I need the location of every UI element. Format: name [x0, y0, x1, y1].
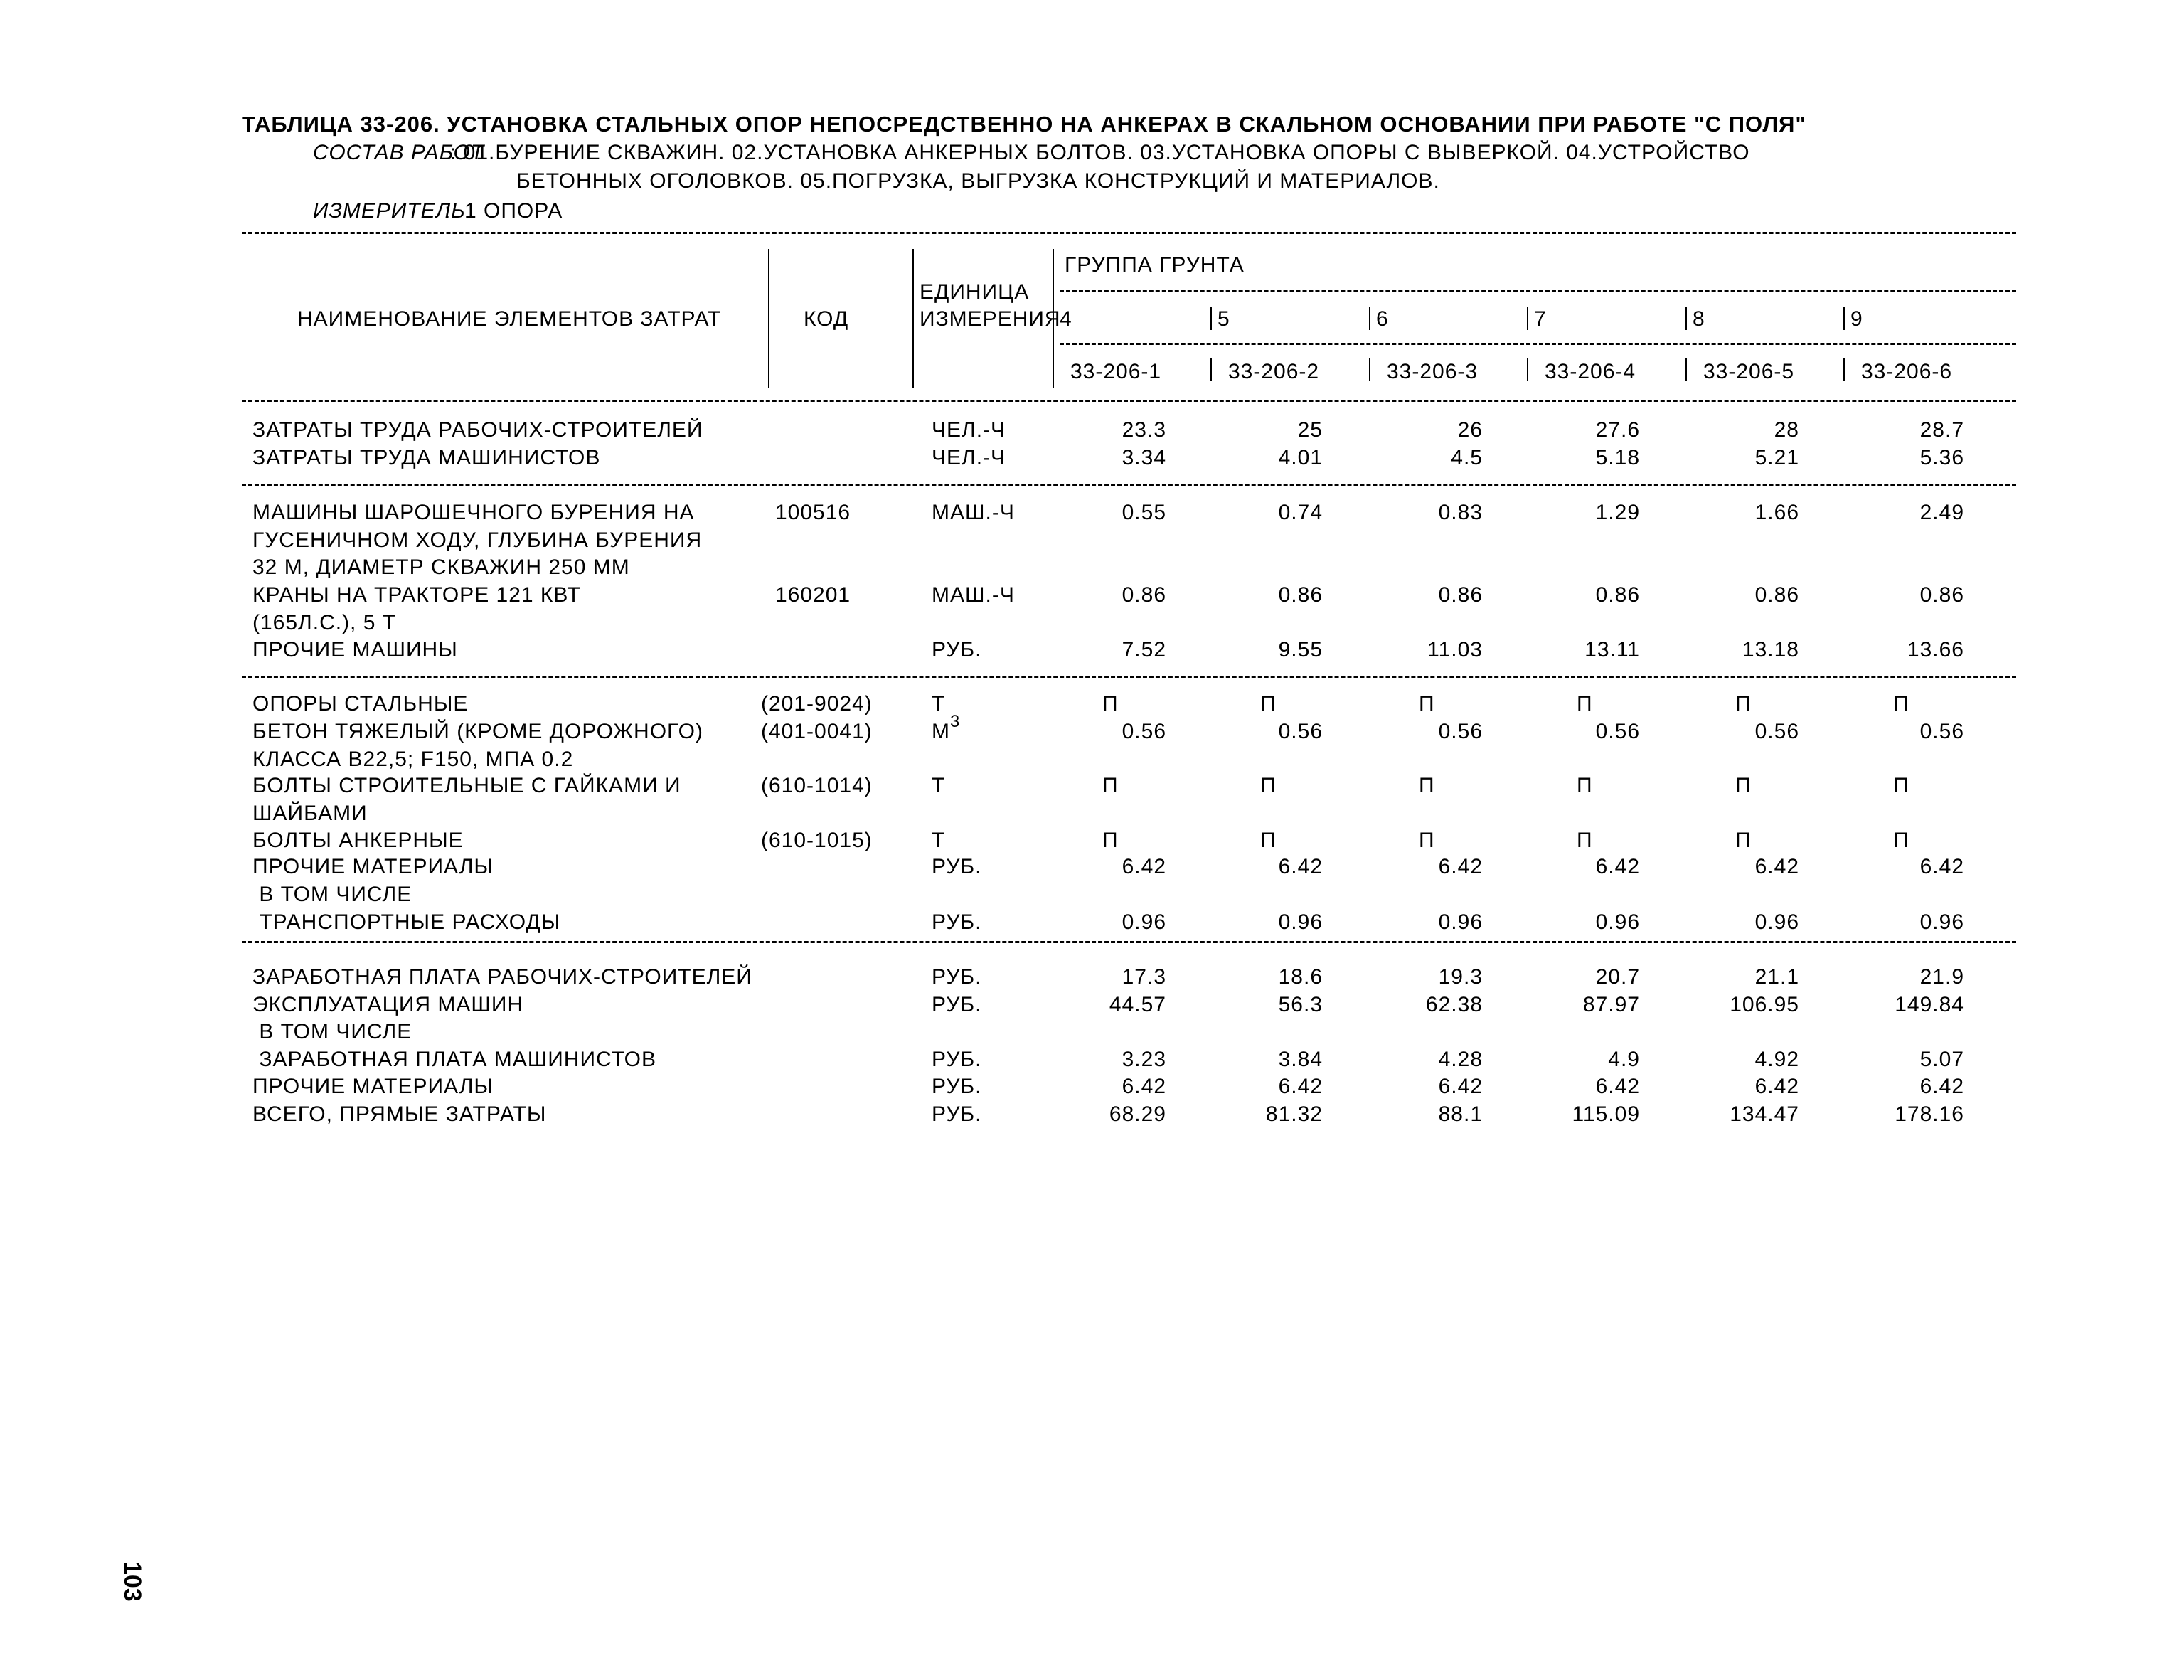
table-code-2: 33-206-2	[1228, 360, 1320, 383]
row-value: П	[1260, 774, 1277, 797]
row-value: 0.86	[1438, 583, 1483, 607]
row-name: ОПОРЫ СТАЛЬНЫЕ	[252, 692, 469, 716]
row-value: 0.56	[1754, 720, 1799, 743]
row-value: 87.97	[1582, 993, 1640, 1016]
izmeritel-label: ИЗМЕРИТЕЛЬ	[313, 199, 466, 223]
group-separator	[1843, 307, 1845, 330]
row-name: ВСЕГО, ПРЯМЫЕ ЗАТРАТЫ	[252, 1102, 547, 1126]
row-value: 3.23	[1122, 1048, 1166, 1071]
row-value: 21.1	[1754, 965, 1799, 989]
table-code-3: 33-206-3	[1387, 360, 1479, 383]
row-value: 6.42	[1438, 855, 1483, 878]
row-value: 13.11	[1584, 638, 1640, 661]
row-value: 6.42	[1122, 1075, 1166, 1098]
row-value: 0.96	[1278, 910, 1323, 934]
row-name: ЭКСПЛУАТАЦИЯ МАШИН	[252, 993, 524, 1016]
row-name: ПРОЧИЕ МАТЕРИАЛЫ	[252, 855, 494, 878]
row-name: МАШИНЫ ШАРОШЕЧНОГО БУРЕНИЯ НА	[252, 501, 695, 524]
group-separator	[1369, 358, 1370, 381]
row-value: 0.83	[1438, 501, 1483, 524]
row-name: ЗАТРАТЫ ТРУДА МАШИНИСТОВ	[252, 446, 601, 469]
row-value: 6.42	[1754, 1075, 1799, 1098]
row-value: 28	[1774, 418, 1799, 442]
row-value: 17.3	[1122, 965, 1166, 989]
row-value: 0.96	[1122, 910, 1166, 934]
izmeritel-value: : 1 ОПОРА	[444, 199, 563, 223]
row-unit: РУБ.	[932, 1102, 982, 1126]
row-name: БОЛТЫ АНКЕРНЫЕ	[252, 829, 464, 852]
divider-group	[1060, 290, 2016, 292]
row-name: ПРОЧИЕ МАТЕРИАЛЫ	[252, 1075, 494, 1098]
row-value: 6.42	[1595, 855, 1640, 878]
group-separator	[1685, 307, 1687, 330]
row-value: 1.66	[1754, 501, 1799, 524]
row-value: 0.96	[1438, 910, 1483, 934]
row-value: 7.52	[1122, 638, 1166, 661]
row-code: (201-9024)	[761, 692, 873, 716]
page-number: 103	[119, 1561, 146, 1602]
row-unit: МАШ.-Ч	[932, 583, 1015, 607]
divider-section-1	[242, 484, 2016, 486]
row-value: П	[1419, 829, 1435, 852]
row-value: 0.56	[1438, 720, 1483, 743]
row-name: ГУСЕНИЧНОМ ХОДУ, ГЛУБИНА БУРЕНИЯ	[252, 528, 703, 552]
row-value: 20.7	[1595, 965, 1640, 989]
row-name: ШАЙБАМИ	[252, 801, 368, 825]
column-header-unit-1: ЕДИНИЦА	[920, 280, 1030, 304]
group-label-7: 7	[1534, 307, 1547, 331]
row-value: 68.29	[1109, 1102, 1166, 1126]
sostav-label: СОСТАВ РАБОТ	[313, 141, 485, 164]
row-value: 4.28	[1438, 1048, 1483, 1071]
column-header-unit-2: ИЗМЕРЕНИЯ	[920, 307, 1061, 331]
sostav-line-1: : 01.БУРЕНИЕ СКВАЖИН. 02.УСТАНОВКА АНКЕРНЫХ БОЛТОВ. 03.УСТАНОВКА ОПОРЫ С ВЫВЕРКОЙ. 04.УСТРОЙСТВО	[450, 141, 1750, 164]
row-value: 6.42	[1122, 855, 1166, 878]
row-value: 0.86	[1278, 583, 1323, 607]
row-value: 4.5	[1451, 446, 1483, 469]
row-value: 0.56	[1122, 720, 1166, 743]
row-value: П	[1735, 829, 1752, 852]
row-unit: РУБ.	[932, 1075, 982, 1098]
row-value: 3.34	[1122, 446, 1166, 469]
row-value: 134.47	[1730, 1102, 1799, 1126]
row-unit: РУБ.	[932, 910, 982, 934]
row-name: ЗАРАБОТНАЯ ПЛАТА МАШИНИСТОВ	[252, 1048, 657, 1071]
row-unit: М	[932, 720, 950, 743]
row-value: 0.56	[1595, 720, 1640, 743]
table-code-5: 33-206-5	[1703, 360, 1795, 383]
row-value: 0.86	[1919, 583, 1964, 607]
row-code: 100516	[775, 501, 851, 524]
table-code-6: 33-206-6	[1861, 360, 1953, 383]
divider-codes	[1060, 343, 2016, 345]
group-separator	[1053, 358, 1054, 381]
row-value: 0.74	[1278, 501, 1323, 524]
row-unit: ЧЕЛ.-Ч	[932, 418, 1006, 442]
row-unit: РУБ.	[932, 638, 982, 661]
row-value: 23.3	[1122, 418, 1166, 442]
row-value: 6.42	[1278, 855, 1323, 878]
row-value: П	[1260, 829, 1277, 852]
row-unit: МАШ.-Ч	[932, 501, 1015, 524]
row-value: 115.09	[1572, 1102, 1640, 1126]
row-unit: РУБ.	[932, 855, 982, 878]
row-value: 2.49	[1919, 501, 1964, 524]
row-value: 26	[1457, 418, 1483, 442]
row-value: П	[1577, 692, 1593, 716]
row-value: 0.96	[1919, 910, 1964, 934]
group-separator	[1527, 358, 1528, 381]
row-name: ТРАНСПОРТНЫЕ РАСХОДЫ	[252, 910, 561, 934]
row-value: 5.21	[1754, 446, 1799, 469]
column-separator	[912, 249, 914, 388]
group-label-4: 4	[1060, 307, 1072, 331]
row-code: 160201	[775, 583, 851, 607]
row-value: П	[1102, 829, 1119, 852]
group-label-9: 9	[1850, 307, 1863, 331]
divider-header-bottom	[242, 400, 2016, 402]
row-value: 0.96	[1595, 910, 1640, 934]
row-value: 56.3	[1278, 993, 1323, 1016]
row-value: П	[1102, 774, 1119, 797]
row-value: П	[1577, 829, 1593, 852]
row-unit: РУБ.	[932, 965, 982, 989]
group-separator	[1210, 358, 1212, 381]
group-label-5: 5	[1218, 307, 1230, 331]
row-name: В ТОМ ЧИСЛЕ	[252, 883, 412, 906]
group-separator	[1210, 307, 1212, 330]
row-name: 32 М, ДИАМЕТР СКВАЖИН 250 ММ	[252, 555, 630, 579]
row-value: П	[1735, 774, 1752, 797]
row-value: 6.42	[1754, 855, 1799, 878]
row-value: 6.42	[1438, 1075, 1483, 1098]
divider-section-2	[242, 676, 2016, 678]
row-unit: Т	[932, 829, 946, 852]
row-name: ПРОЧИЕ МАШИНЫ	[252, 638, 458, 661]
row-value: 81.32	[1265, 1102, 1323, 1126]
row-name: КРАНЫ НА ТРАКТОРЕ 121 КВТ	[252, 583, 581, 607]
row-value: 5.36	[1919, 446, 1964, 469]
row-value: 3.84	[1278, 1048, 1323, 1071]
column-header-name: НАИМЕНОВАНИЕ ЭЛЕМЕНТОВ ЗАТРАТ	[297, 307, 722, 331]
group-separator	[1843, 358, 1845, 381]
row-unit: РУБ.	[932, 1048, 982, 1071]
row-value: П	[1577, 774, 1593, 797]
table-code-1: 33-206-1	[1070, 360, 1162, 383]
row-value: 6.42	[1919, 855, 1964, 878]
row-value: 149.84	[1895, 993, 1964, 1016]
row-value: 13.18	[1742, 638, 1799, 661]
row-value: 28.7	[1919, 418, 1964, 442]
row-value: 6.42	[1919, 1075, 1964, 1098]
row-value: 18.6	[1278, 965, 1323, 989]
row-code: (610-1014)	[761, 774, 873, 797]
column-header-code: КОД	[804, 307, 849, 331]
row-value: 5.18	[1595, 446, 1640, 469]
row-value: 13.66	[1907, 638, 1964, 661]
row-name: ЗАТРАТЫ ТРУДА РАБОЧИХ-СТРОИТЕЛЕЙ	[252, 418, 703, 442]
row-value: 88.1	[1438, 1102, 1483, 1126]
column-separator	[768, 249, 769, 388]
row-name: В ТОМ ЧИСЛЕ	[252, 1020, 412, 1043]
column-header-group: ГРУППА ГРУНТА	[1065, 253, 1245, 277]
row-value: 6.42	[1278, 1075, 1323, 1098]
row-name: (165Л.С.), 5 Т	[252, 610, 397, 634]
group-separator	[1527, 307, 1528, 330]
row-unit: Т	[932, 692, 946, 716]
row-code: (401-0041)	[761, 720, 873, 743]
row-value: 44.57	[1109, 993, 1166, 1016]
row-value: 19.3	[1438, 965, 1483, 989]
row-value: 0.56	[1278, 720, 1323, 743]
row-value: 0.86	[1595, 583, 1640, 607]
row-value: 25	[1297, 418, 1323, 442]
group-separator	[1369, 307, 1370, 330]
row-value: П	[1893, 692, 1909, 716]
row-value: 6.42	[1595, 1075, 1640, 1098]
divider-top	[242, 232, 2016, 234]
group-separator	[1685, 358, 1687, 381]
row-value: П	[1419, 774, 1435, 797]
row-value: П	[1419, 692, 1435, 716]
row-value: 5.07	[1919, 1048, 1964, 1071]
group-label-6: 6	[1376, 307, 1389, 331]
row-value: П	[1735, 692, 1752, 716]
row-value: 1.29	[1595, 501, 1640, 524]
row-value: П	[1102, 692, 1119, 716]
row-unit: ЧЕЛ.-Ч	[932, 446, 1006, 469]
row-value: 21.9	[1919, 965, 1964, 989]
row-value: 4.9	[1608, 1048, 1640, 1071]
table-title: ТАБЛИЦА 33-206. УСТАНОВКА СТАЛЬНЫХ ОПОР НЕПОСРЕДСТВЕННО НА АНКЕРАХ В СКАЛЬНОМ ОСНОВАНИИ ПРИ РАБОТЕ "С ПОЛЯ"	[242, 112, 1807, 137]
row-code: (610-1015)	[761, 829, 873, 852]
row-value: 9.55	[1278, 638, 1323, 661]
row-name: ЗАРАБОТНАЯ ПЛАТА РАБОЧИХ-СТРОИТЕЛЕЙ	[252, 965, 752, 989]
row-value: 0.96	[1754, 910, 1799, 934]
sostav-line-2: БЕТОННЫХ ОГОЛОВКОВ. 05.ПОГРУЗКА, ВЫГРУЗКА КОНСТРУКЦИЙ И МАТЕРИАЛОВ.	[516, 169, 1440, 193]
row-unit: Т	[932, 774, 946, 797]
row-value: 4.92	[1754, 1048, 1799, 1071]
row-unit-superscript: 3	[950, 712, 961, 731]
divider-section-3	[242, 941, 2016, 943]
group-label-8: 8	[1693, 307, 1705, 331]
row-name: БОЛТЫ СТРОИТЕЛЬНЫЕ С ГАЙКАМИ И	[252, 774, 681, 797]
row-value: 11.03	[1427, 638, 1483, 661]
row-value: П	[1893, 774, 1909, 797]
row-value: 0.55	[1122, 501, 1166, 524]
row-value: П	[1260, 692, 1277, 716]
row-value: 27.6	[1595, 418, 1640, 442]
row-value: 178.16	[1895, 1102, 1964, 1126]
row-value: П	[1893, 829, 1909, 852]
table-code-4: 33-206-4	[1545, 360, 1636, 383]
row-value: 106.95	[1730, 993, 1799, 1016]
row-name: БЕТОН ТЯЖЕЛЫЙ (КРОМЕ ДОРОЖНОГО)	[252, 720, 703, 743]
row-value: 0.86	[1754, 583, 1799, 607]
row-value: 0.56	[1919, 720, 1964, 743]
row-name: КЛАССА В22,5; F150, МПА 0.2	[252, 747, 574, 771]
row-value: 0.86	[1122, 583, 1166, 607]
row-value: 62.38	[1425, 993, 1483, 1016]
row-unit: РУБ.	[932, 993, 982, 1016]
row-value: 4.01	[1278, 446, 1323, 469]
